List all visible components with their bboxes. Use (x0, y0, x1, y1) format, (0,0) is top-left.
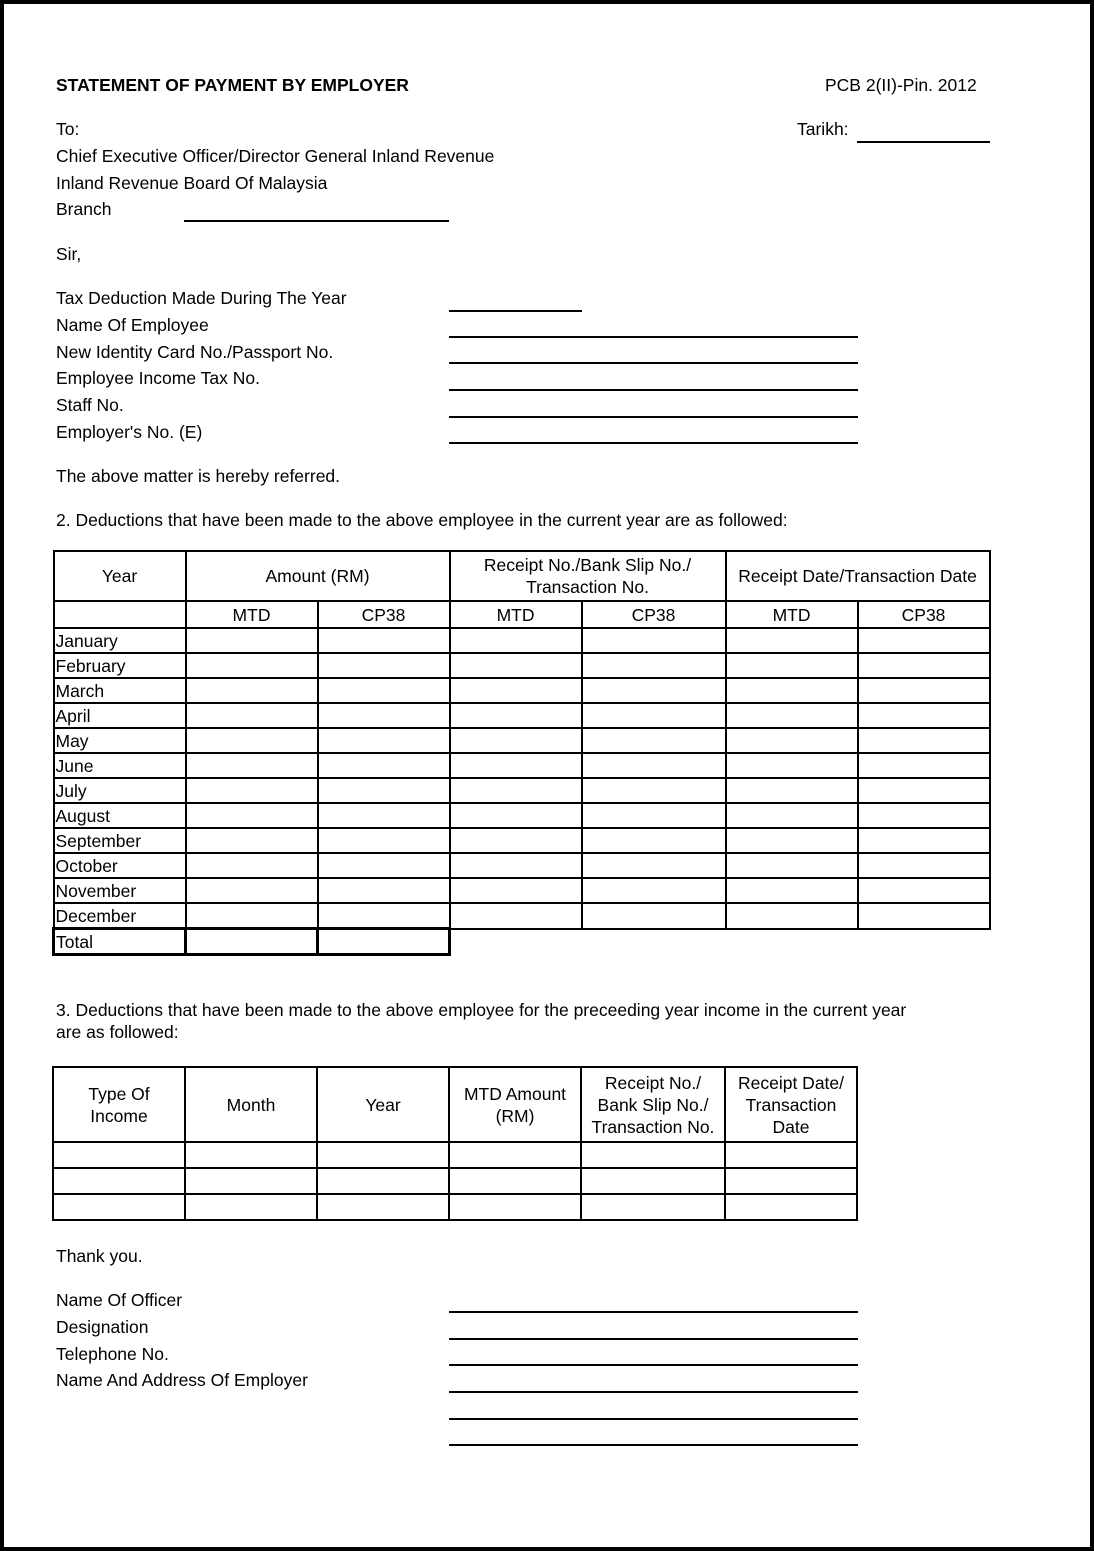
subheader-amount-mtd: MTD (186, 601, 318, 628)
cell[interactable] (318, 753, 450, 778)
header-receipt-no: Receipt No./ Bank Slip No./ Transaction No. (581, 1067, 725, 1142)
month-label: April (54, 703, 186, 728)
cell[interactable] (725, 1168, 857, 1194)
to-label: To: (56, 119, 80, 139)
month-label: September (54, 828, 186, 853)
cell[interactable] (581, 1194, 725, 1220)
cell[interactable] (726, 878, 858, 903)
cell[interactable] (858, 853, 990, 878)
cell[interactable] (186, 778, 318, 803)
cell[interactable] (318, 878, 450, 903)
section-3-heading-line-2: are as followed: (56, 1022, 179, 1042)
cell[interactable] (186, 703, 318, 728)
cell[interactable] (53, 1194, 185, 1220)
cell[interactable] (858, 703, 990, 728)
cell[interactable] (726, 828, 858, 853)
cell[interactable] (186, 878, 318, 903)
subheader-blank (54, 601, 186, 628)
cell[interactable] (450, 753, 582, 778)
cell[interactable] (449, 1168, 581, 1194)
form-code: PCB 2(II)-Pin. 2012 (825, 75, 977, 95)
subheader-receipt-mtd: MTD (450, 601, 582, 628)
employer-address-field-line-2[interactable] (449, 1418, 858, 1420)
total-label: Total (54, 929, 186, 955)
total-mtd-cell[interactable] (186, 929, 318, 955)
cell[interactable] (186, 753, 318, 778)
table-row (53, 1168, 857, 1194)
section-2-heading: 2. Deductions that have been made to the above employee in the current year are as followed: (56, 510, 788, 530)
table-row (54, 703, 990, 728)
cell[interactable] (582, 628, 726, 653)
employer-no-label: Employer's No. (E) (56, 422, 203, 442)
cell[interactable] (726, 753, 858, 778)
cell[interactable] (582, 803, 726, 828)
table-row (54, 878, 990, 903)
closing-text: Thank you. (56, 1246, 143, 1266)
table-row (54, 653, 990, 678)
cell[interactable] (53, 1168, 185, 1194)
cell[interactable] (450, 878, 582, 903)
subheader-date-cp38: CP38 (858, 601, 990, 628)
cell[interactable] (318, 728, 450, 753)
employer-address-field-line-1[interactable] (449, 1391, 858, 1393)
cell[interactable] (582, 853, 726, 878)
cell[interactable] (582, 678, 726, 703)
tax-year-field[interactable] (449, 310, 582, 312)
cell[interactable] (858, 878, 990, 903)
cell[interactable] (186, 678, 318, 703)
cell[interactable] (581, 1168, 725, 1194)
cell[interactable] (186, 853, 318, 878)
table-row (54, 728, 990, 753)
table-row (54, 828, 990, 853)
cell[interactable] (318, 778, 450, 803)
cell[interactable] (186, 628, 318, 653)
cell[interactable] (726, 703, 858, 728)
cell[interactable] (318, 678, 450, 703)
subheader-receipt-cp38: CP38 (582, 601, 726, 628)
cell[interactable] (450, 853, 582, 878)
table-row (54, 778, 990, 803)
cell[interactable] (858, 903, 990, 929)
cell[interactable] (318, 803, 450, 828)
cell[interactable] (185, 1194, 317, 1220)
telephone-label: Telephone No. (56, 1344, 169, 1364)
table-row (54, 803, 990, 828)
branch-field[interactable] (184, 220, 449, 222)
preceding-year-deductions-table (52, 1066, 858, 1221)
table-row (54, 753, 990, 778)
month-label: December (54, 903, 186, 929)
cell[interactable] (450, 778, 582, 803)
month-label: October (54, 853, 186, 878)
cell[interactable] (858, 653, 990, 678)
address-line-1: Chief Executive Officer/Director General Inland Revenue (56, 146, 495, 166)
cell[interactable] (858, 753, 990, 778)
cell[interactable] (726, 778, 858, 803)
total-row (54, 929, 990, 955)
telephone-field[interactable] (449, 1364, 858, 1366)
cell[interactable] (186, 653, 318, 678)
cell[interactable] (726, 803, 858, 828)
cell[interactable] (186, 728, 318, 753)
income-tax-no-label: Employee Income Tax No. (56, 368, 260, 388)
section-3-heading-line-1: 3. Deductions that have been made to the above employee for the preceeding year income in the current year (56, 1000, 907, 1020)
month-label: February (54, 653, 186, 678)
cell[interactable] (582, 753, 726, 778)
cell[interactable] (185, 1142, 317, 1168)
cell[interactable] (858, 778, 990, 803)
cell[interactable] (185, 1168, 317, 1194)
form-page (4, 4, 1090, 1547)
referral-text: The above matter is hereby referred. (56, 466, 341, 486)
cell[interactable] (726, 853, 858, 878)
income-tax-no-field[interactable] (449, 389, 858, 391)
header-mtd-amount: MTD Amount (RM) (449, 1067, 581, 1142)
header-year: Year (54, 551, 186, 601)
cell[interactable] (858, 828, 990, 853)
cell[interactable] (450, 628, 582, 653)
cell[interactable] (318, 653, 450, 678)
cell[interactable] (858, 678, 990, 703)
date-label: Tarikh: (797, 119, 849, 139)
table-row (54, 903, 990, 929)
table-row (53, 1194, 857, 1220)
cell[interactable] (725, 1142, 857, 1168)
staff-no-field[interactable] (449, 416, 858, 418)
month-label: March (54, 678, 186, 703)
cell[interactable] (450, 903, 582, 929)
employer-no-field[interactable] (449, 442, 858, 444)
designation-label: Designation (56, 1317, 149, 1337)
ic-passport-field[interactable] (449, 362, 858, 364)
cell[interactable] (186, 903, 318, 929)
header-amount: Amount (RM) (186, 551, 450, 601)
cell[interactable] (186, 803, 318, 828)
table-row (54, 628, 990, 653)
cell[interactable] (726, 628, 858, 653)
cell[interactable] (725, 1194, 857, 1220)
cell[interactable] (582, 778, 726, 803)
cell[interactable] (318, 628, 450, 653)
table-row (54, 853, 990, 878)
cell[interactable] (317, 1168, 449, 1194)
salutation: Sir, (56, 244, 82, 264)
employer-address-field-line-3[interactable] (449, 1444, 858, 1446)
ic-passport-label: New Identity Card No./Passport No. (56, 342, 334, 362)
cell[interactable] (450, 678, 582, 703)
employee-name-label: Name Of Employee (56, 315, 209, 335)
month-label: July (54, 778, 186, 803)
cell[interactable] (858, 728, 990, 753)
cell[interactable] (318, 703, 450, 728)
staff-no-label: Staff No. (56, 395, 124, 415)
cell[interactable] (450, 828, 582, 853)
header-year: Year (317, 1067, 449, 1142)
header-receipt-no: Receipt No./Bank Slip No./ Transaction No. (450, 551, 726, 601)
cell[interactable] (318, 903, 450, 929)
employee-name-field[interactable] (449, 336, 858, 338)
cell[interactable] (581, 1142, 725, 1168)
cell[interactable] (53, 1142, 185, 1168)
date-field[interactable] (857, 141, 990, 143)
cell[interactable] (186, 828, 318, 853)
cell[interactable] (318, 828, 450, 853)
designation-field[interactable] (449, 1338, 858, 1340)
cell[interactable] (582, 653, 726, 678)
branch-label: Branch (56, 199, 112, 219)
officer-name-label: Name Of Officer (56, 1290, 183, 1310)
cell[interactable] (450, 728, 582, 753)
cell[interactable] (582, 703, 726, 728)
month-label: January (54, 628, 186, 653)
cell[interactable] (726, 653, 858, 678)
cell[interactable] (858, 803, 990, 828)
header-receipt-date: Receipt Date/ Transaction Date (725, 1067, 857, 1142)
cell[interactable] (582, 903, 726, 929)
header-type-of-income: Type Of Income (53, 1067, 185, 1142)
month-label: August (54, 803, 186, 828)
cell[interactable] (449, 1142, 581, 1168)
table-row (54, 678, 990, 703)
form-title: STATEMENT OF PAYMENT BY EMPLOYER (56, 75, 409, 95)
cell[interactable] (317, 1194, 449, 1220)
month-label: May (54, 728, 186, 753)
cell[interactable] (858, 628, 990, 653)
total-cp38-cell[interactable] (318, 929, 450, 955)
cell[interactable] (450, 803, 582, 828)
table-row (53, 1142, 857, 1168)
header-receipt-date: Receipt Date/Transaction Date (726, 551, 990, 601)
cell[interactable] (318, 853, 450, 878)
subheader-date-mtd: MTD (726, 601, 858, 628)
current-year-deductions-table (52, 550, 991, 956)
cell[interactable] (726, 728, 858, 753)
month-label: June (54, 753, 186, 778)
tax-year-label: Tax Deduction Made During The Year (56, 288, 347, 308)
cell[interactable] (726, 903, 858, 929)
officer-name-field[interactable] (449, 1311, 858, 1313)
cell[interactable] (582, 828, 726, 853)
cell[interactable] (726, 678, 858, 703)
address-line-2: Inland Revenue Board Of Malaysia (56, 173, 328, 193)
cell[interactable] (450, 703, 582, 728)
header-month: Month (185, 1067, 317, 1142)
month-label: November (54, 878, 186, 903)
subheader-amount-cp38: CP38 (318, 601, 450, 628)
cell[interactable] (582, 728, 726, 753)
employer-address-label: Name And Address Of Employer (56, 1370, 308, 1390)
cell[interactable] (317, 1142, 449, 1168)
cell[interactable] (450, 653, 582, 678)
cell[interactable] (582, 878, 726, 903)
cell[interactable] (449, 1194, 581, 1220)
